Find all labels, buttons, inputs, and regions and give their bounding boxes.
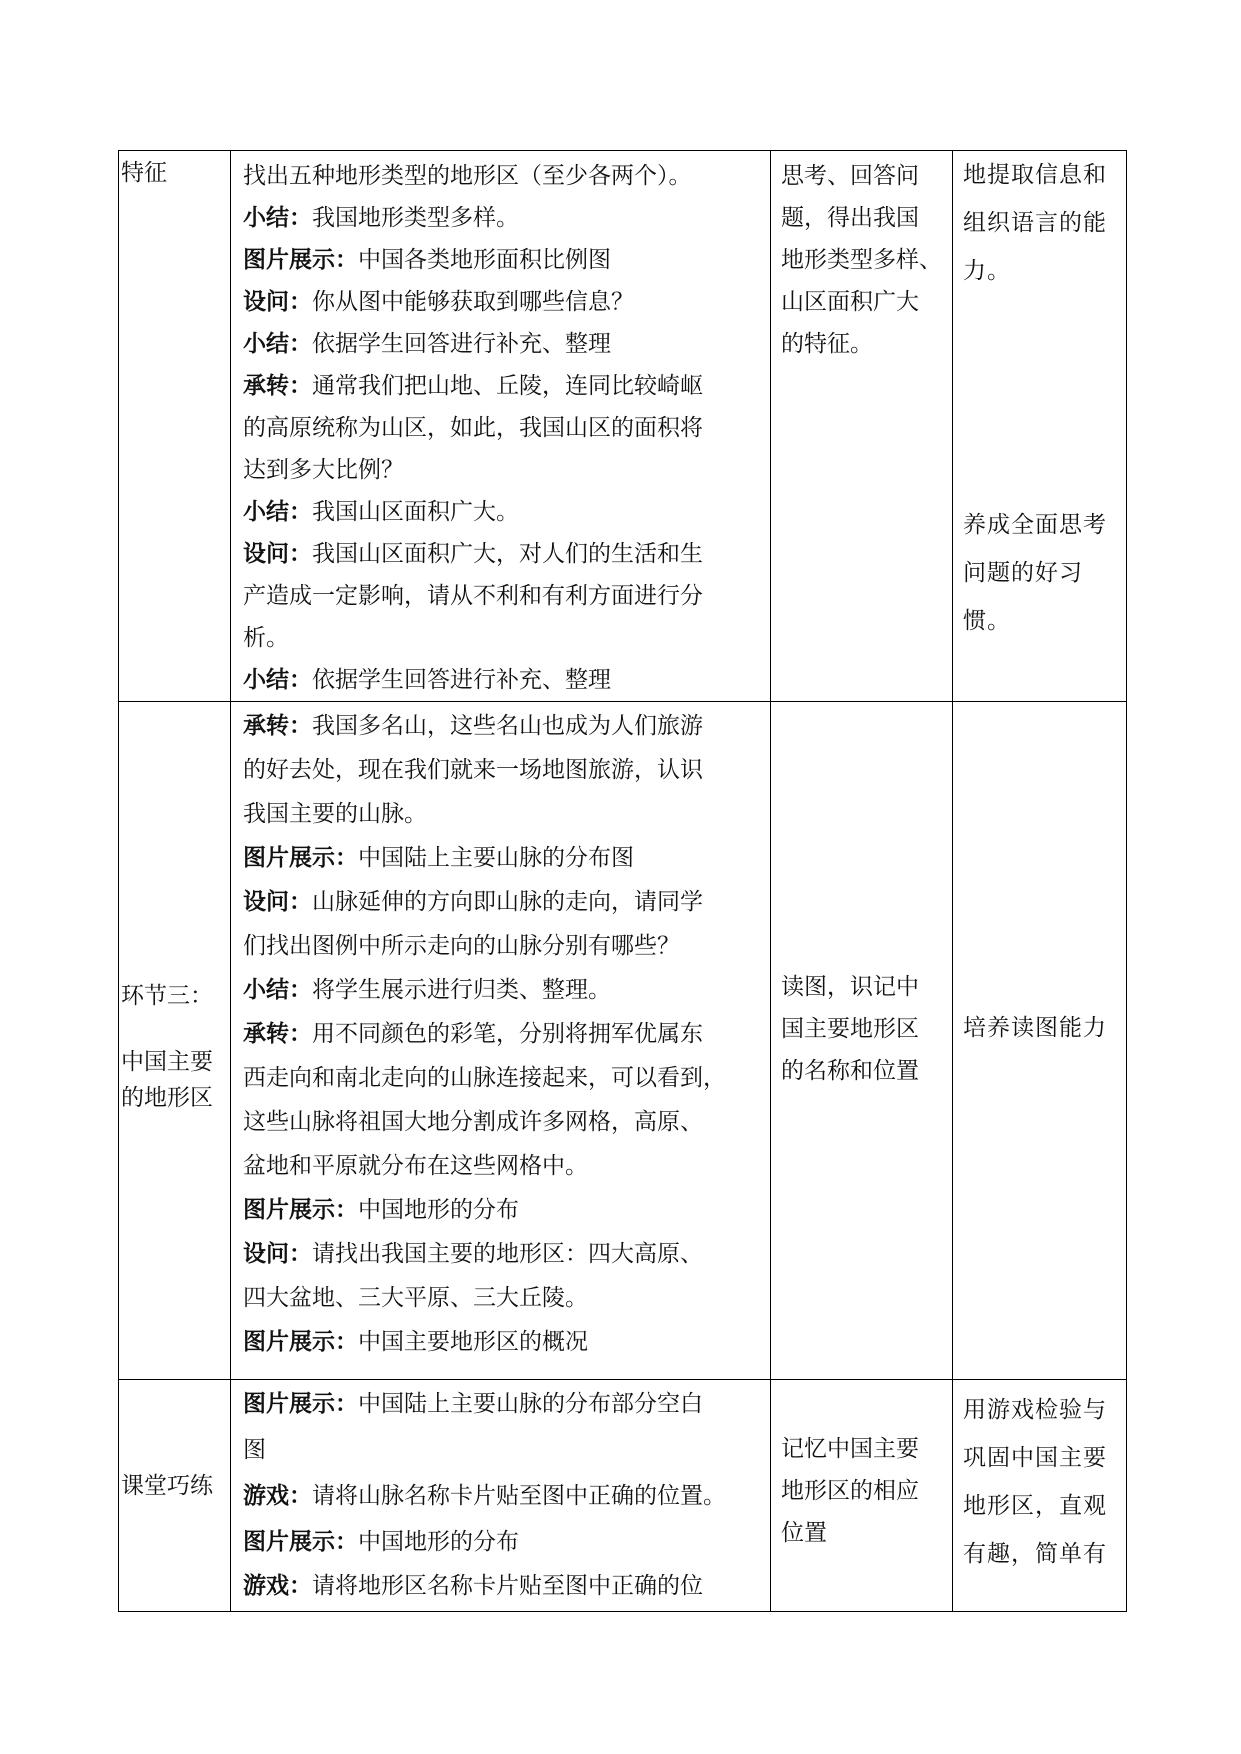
stage-cell [119, 151, 231, 702]
stage-label: 的地形区 [121, 1085, 213, 1111]
text-line: 承转：用不同颜色的彩笔，分别将拥军优属东 [243, 1020, 703, 1047]
table-row [119, 702, 1127, 1380]
teacher-activity-cell [231, 702, 771, 1380]
text-line: 题，得出我国 [781, 205, 919, 231]
design-intent-cell [953, 702, 1127, 1380]
design-intent-top [963, 151, 1120, 295]
text-line: 位置 [781, 1520, 827, 1546]
text-line: 图 [243, 1437, 266, 1463]
text-line: 设问：你从图中能够获取到哪些信息？ [243, 288, 634, 315]
table-row [119, 151, 1127, 702]
text-line: 图片展示：中国陆上主要山脉的分布部分空白 [243, 1390, 703, 1417]
text-line: 盆地和平原就分布在这些网格中。 [243, 1153, 588, 1179]
text-line: 找出五种地形类型的地形区（至少各两个）。 [243, 163, 692, 189]
text-line: 小结：依据学生回答进行补充、整理 [243, 666, 611, 693]
text-line: 巩固中国主要 [963, 1445, 1107, 1471]
stage-label: 特征 [121, 160, 167, 186]
lesson-plan-table [118, 150, 1127, 1612]
text-line: 有趣，简单有 [963, 1541, 1107, 1567]
text-line: 图片展示：中国主要地形区的概况 [243, 1328, 588, 1355]
text-line: 们找出图例中所示走向的山脉分别有哪些？ [243, 933, 680, 959]
text-line: 地形区，直观 [963, 1493, 1107, 1519]
text-line: 读图，识记中 [781, 974, 919, 1000]
text-line: 析。 [243, 625, 289, 651]
text-line: 用游戏检验与 [963, 1397, 1107, 1423]
text-line: 承转：通常我们把山地、丘陵，连同比较崎岖 [243, 372, 703, 399]
text-line: 图片展示：中国各类地形面积比例图 [243, 246, 611, 273]
teacher-activity-cell [231, 151, 771, 702]
text-line: 国主要地形区 [781, 1016, 919, 1042]
teacher-activity [231, 702, 770, 1364]
stage-label: 课堂巧练 [121, 1473, 213, 1499]
text-line: 游戏：请将山脉名称卡片贴至图中正确的位置。 [243, 1482, 726, 1509]
text-line: 的高原统称为山区，如此，我国山区的面积将 [243, 415, 703, 441]
text-line: 图片展示：中国地形的分布 [243, 1196, 519, 1223]
teacher-activity [231, 1380, 770, 1608]
text-line: 思考、回答问 [781, 163, 919, 189]
text-line: 图片展示：中国陆上主要山脉的分布图 [243, 844, 634, 871]
text-line: 地提取信息和 [963, 162, 1107, 188]
teacher-activity [231, 151, 770, 701]
text-line: 游戏：请将地形区名称卡片贴至图中正确的位 [243, 1572, 703, 1599]
stage-label: 中国主要 [121, 1049, 213, 1075]
text-line: 地形区的相应 [781, 1478, 919, 1504]
student-activity [781, 153, 944, 365]
text-line: 组织语言的能 [963, 210, 1107, 236]
text-line: 养成全面思考 [963, 512, 1107, 538]
design-intent-cell [953, 1380, 1127, 1612]
stage-cell [119, 1380, 231, 1612]
design-intent-bottom [963, 501, 1120, 645]
text-line: 力。 [963, 258, 1011, 284]
lesson-plan-page [118, 150, 1126, 1612]
text-line: 设问：请找出我国主要的地形区：四大高原、 [243, 1240, 703, 1267]
text-line: 图片展示：中国地形的分布 [243, 1528, 519, 1555]
text-line: 产造成一定影响，请从不利和有利方面进行分 [243, 583, 703, 609]
student-activity-cell [771, 151, 953, 702]
text-line: 四大盆地、三大平原、三大丘陵。 [243, 1285, 588, 1311]
student-activity-cell [771, 702, 953, 1380]
text-line: 记忆中国主要 [781, 1436, 919, 1462]
table-row [119, 1380, 1127, 1612]
text-line: 承转：我国多名山，这些名山也成为人们旅游 [243, 712, 703, 739]
teacher-activity-cell [231, 1380, 771, 1612]
text-line: 小结：依据学生回答进行补充、整理 [243, 330, 611, 357]
text-line: 培养读图能力 [963, 1015, 1107, 1041]
stage-label: 环节三： [121, 983, 213, 1009]
text-line: 小结：我国地形类型多样。 [243, 204, 519, 231]
text-line: 我国主要的山脉。 [243, 801, 427, 827]
text-line: 问题的好习惯。 [963, 560, 1083, 634]
text-line: 西走向和南北走向的山脉连接起来，可以看到， [243, 1065, 726, 1091]
text-line: 设问：我国山区面积广大，对人们的生活和生 [243, 540, 703, 567]
design-intent-cell [953, 151, 1127, 702]
text-line: 小结：我国山区面积广大。 [243, 498, 519, 525]
text-line: 地形类型多样、 [781, 247, 942, 273]
text-line: 山区面积广大 [781, 289, 919, 315]
text-line: 的好去处，现在我们就来一场地图旅游，认识 [243, 757, 703, 783]
text-line: 小结：将学生展示进行归类、整理。 [243, 976, 611, 1003]
text-line: 的名称和位置 [781, 1058, 919, 1084]
student-activity-cell [771, 1380, 953, 1612]
stage-cell [119, 702, 231, 1380]
text-line: 达到多大比例？ [243, 457, 404, 483]
text-line: 这些山脉将祖国大地分割成许多网格，高原、 [243, 1109, 703, 1135]
text-line: 的特征。 [781, 331, 873, 357]
text-line: 设问：山脉延伸的方向即山脉的走向，请同学 [243, 888, 703, 915]
